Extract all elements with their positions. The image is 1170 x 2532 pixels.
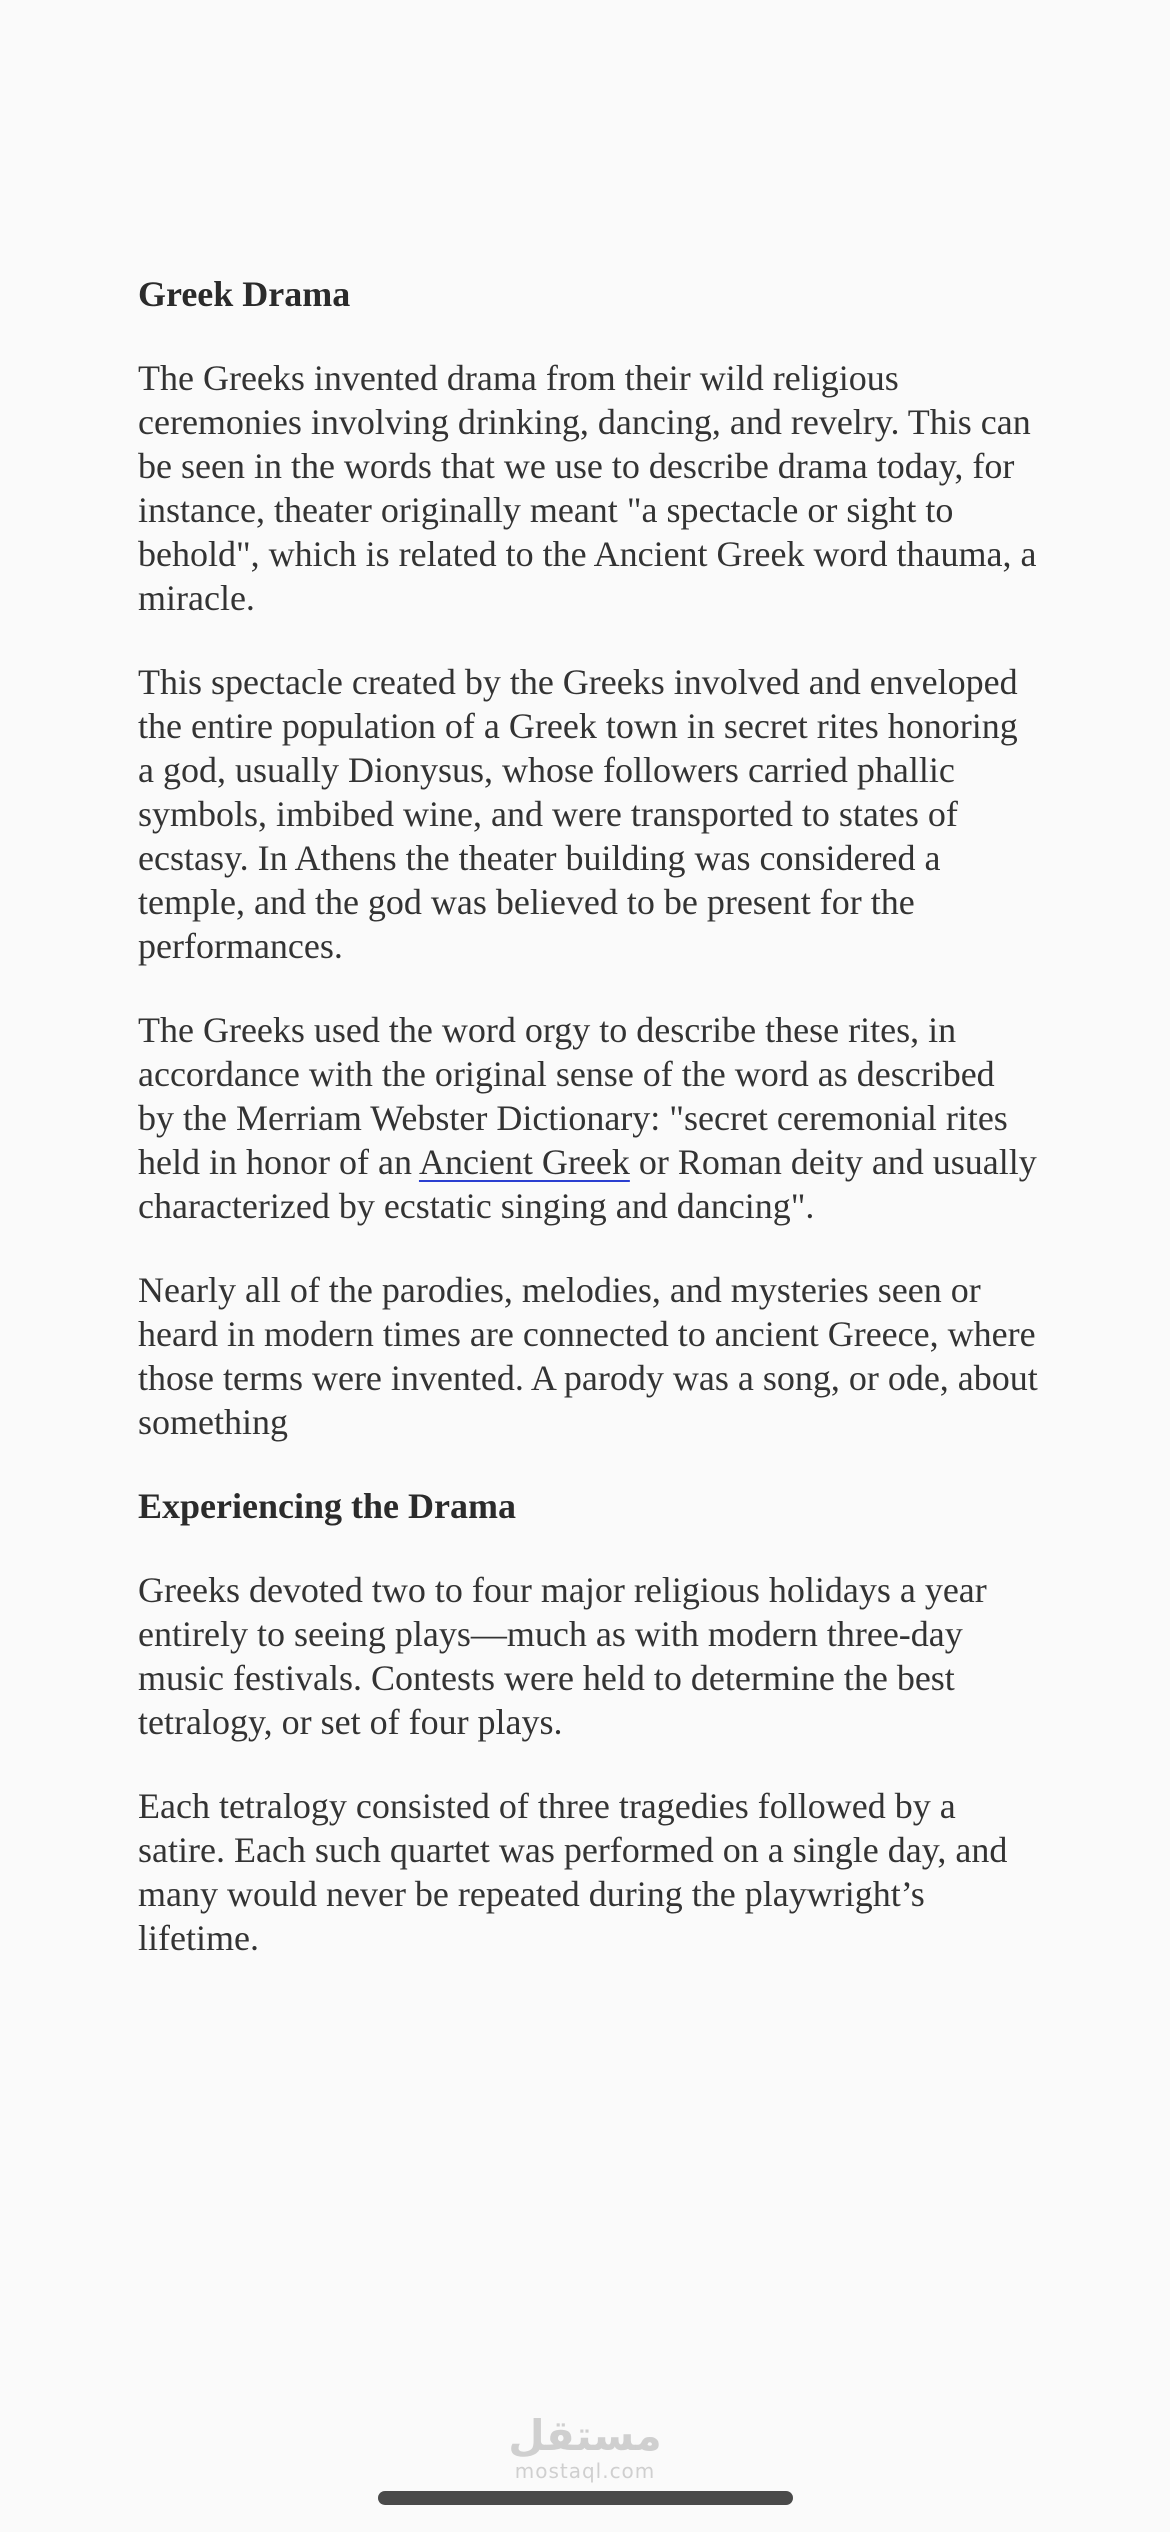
paragraph-3 [138, 1008, 1038, 1228]
paragraph-6: Each tetralogy consisted of three tragedies followed by a satire. Each such quartet was performed on a single day, and many would never be repeated during the playwright’s lifetime. [138, 1786, 1008, 1958]
paragraph-3-text-after: or Roman deity and usually characterized by ecstatic singing and dancing". [138, 1142, 1037, 1226]
heading-greek-drama: Greek Drama [138, 274, 351, 314]
heading-experiencing-the-drama: Experiencing the Drama [138, 1486, 516, 1526]
watermark-arabic: مستقل [508, 2411, 662, 2460]
mostaql-watermark [0, 2412, 1170, 2482]
article [138, 272, 1038, 2000]
paragraph-5: Greeks devoted two to four major religious holidays a year entirely to seeing plays—much as with modern three-day music festivals. Contests were held to determine the best tetralogy, or set of four plays. [138, 1570, 987, 1742]
home-indicator[interactable] [378, 2491, 793, 2505]
paragraph-1: The Greeks invented drama from their wild religious ceremonies involving drinking, dancing, and revelry. This can be seen in the words that we use to describe drama today, for instance, theater originally meant "a spectacle or sight to behold", which is related to the Ancient Greek word thauma, a miracle. [138, 358, 1037, 618]
paragraph-4: Nearly all of the parodies, melodies, and mysteries seen or heard in modern times are connected to ancient Greece, where those terms were invented. A parody was a song, or ode, about something [138, 1270, 1038, 1442]
paragraph-2: This spectacle created by the Greeks involved and enveloped the entire population of a Greek town in secret rites honoring a god, usually Dionysus, whose followers carried phallic symbols, imbibed wine, and were transported to states of ecstasy. In Athens the theater building was considered a temple, and the god was believed to be present for the performances. [138, 662, 1018, 966]
ancient-greek-link[interactable]: Ancient Greek [418, 1142, 630, 1182]
paragraph-3-text-before: The Greeks used the word orgy to describe these rites, in accordance with the original sense of the word as described by the Merriam Webster Dictionary: "secret ceremonial rites held in honor of an [138, 1010, 1008, 1182]
watermark-latin: mostaql.com [514, 2459, 656, 2483]
